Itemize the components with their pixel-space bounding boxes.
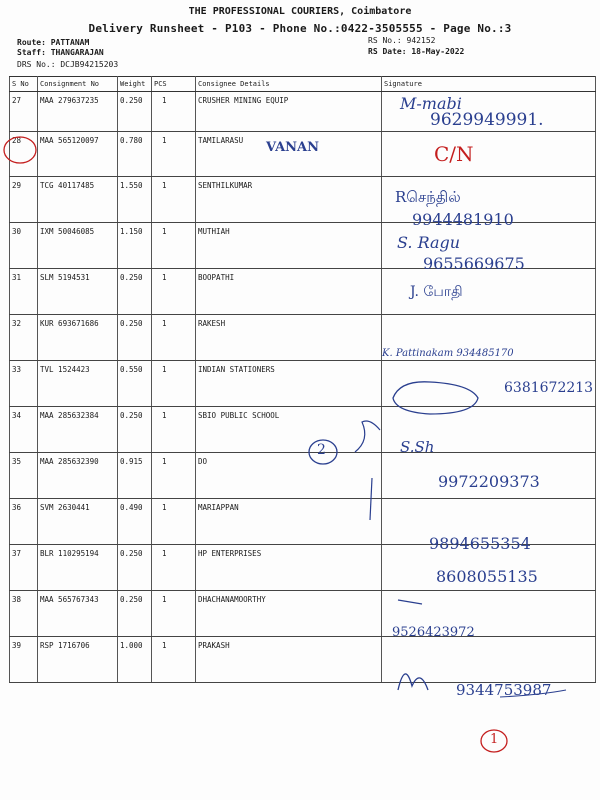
cell-pcs: 1 <box>152 591 196 637</box>
cell-pcs: 1 <box>152 361 196 407</box>
col-signature: Signature <box>382 77 596 92</box>
cell-consignee: MUTHIAH <box>196 223 382 269</box>
staff-label: Staff: <box>17 48 46 57</box>
cell-consignment: SVM 2630441 <box>38 499 118 545</box>
cell-consignee: BOOPATHI <box>196 269 382 315</box>
cell-consignee: RAKESH <box>196 315 382 361</box>
cell-sno: 35 <box>10 453 38 499</box>
cell-sno: 36 <box>10 499 38 545</box>
row-37-signature-phone: 8608055135 <box>436 567 538 586</box>
cell-pcs: 1 <box>152 499 196 545</box>
cell-consignment: BLR 110295194 <box>38 545 118 591</box>
row-36-signature-phone: 9894655354 <box>429 534 531 553</box>
staff-value: THANGARAJAN <box>50 48 104 57</box>
cell-consignee: INDIAN STATIONERS <box>196 361 382 407</box>
row-34-signature: S.Sh <box>400 438 435 456</box>
cell-sno: 38 <box>10 591 38 637</box>
cell-weight: 0.250 <box>118 92 152 132</box>
cell-weight: 0.490 <box>118 499 152 545</box>
cell-sno: 27 <box>10 92 38 132</box>
cell-sno: 31 <box>10 269 38 315</box>
cell-pcs: 1 <box>152 177 196 223</box>
cell-consignment: TCG 40117485 <box>38 177 118 223</box>
cell-consignee: CRUSHER MINING EQUIP <box>196 92 382 132</box>
route-value: PATTANAM <box>50 38 90 47</box>
runsheet-title: Delivery Runsheet - P103 - Phone No.:0422-3505555 - Page No.:3 <box>88 22 512 35</box>
cell-weight: 0.250 <box>118 591 152 637</box>
cell-consignee: SBIO PUBLIC SCHOOL <box>196 407 382 453</box>
cell-sno: 30 <box>10 223 38 269</box>
rs-no-label: RS No.: <box>368 36 402 45</box>
cell-weight: 1.150 <box>118 223 152 269</box>
cell-consignment: TVL 1524423 <box>38 361 118 407</box>
cell-pcs: 1 <box>152 545 196 591</box>
cell-pcs: 1 <box>152 315 196 361</box>
cell-sno: 33 <box>10 361 38 407</box>
row-29-signature-phone: 9944481910 <box>412 210 514 229</box>
row-27-signature-name: M-mabi <box>400 94 462 113</box>
cell-consignment: RSP 1716706 <box>38 637 118 683</box>
cell-weight: 0.780 <box>118 132 152 177</box>
circle-one-label: 1 <box>490 732 499 747</box>
col-consignment: Consignment No <box>38 77 118 92</box>
row-30-signature-phone: 9655669675 <box>423 254 525 273</box>
row-34-signature-phone: 9972209373 <box>438 472 540 491</box>
cell-pcs: 1 <box>152 132 196 177</box>
cell-pcs: 1 <box>152 269 196 315</box>
cell-weight: 0.915 <box>118 453 152 499</box>
cell-consignment: MAA 285632384 <box>38 407 118 453</box>
row-30-signature-name: S. Ragu <box>397 233 461 252</box>
row-33-signature-phone: 6381672213 <box>504 380 594 396</box>
rs-date-label: RS Date: <box>368 47 407 56</box>
cell-sno: 29 <box>10 177 38 223</box>
cell-consignment: MAA 565120097 <box>38 132 118 177</box>
circle-two-label: 2 <box>317 442 326 458</box>
cell-consignment: MAA 279637235 <box>38 92 118 132</box>
rs-no-value: 942152 <box>406 36 436 45</box>
row-31-signature-name: J. போதி <box>410 284 463 300</box>
cell-consignment: IXM 50046085 <box>38 223 118 269</box>
cell-sno: 32 <box>10 315 38 361</box>
row-28-cn-mark: C/N <box>434 142 474 166</box>
cell-weight: 0.250 <box>118 545 152 591</box>
row-28-handwritten-name: VANAN <box>266 140 320 155</box>
cell-weight: 1.000 <box>118 637 152 683</box>
company-title: THE PROFESSIONAL COURIERS, Coimbatore <box>188 6 412 17</box>
route-label: Route: <box>17 38 46 47</box>
cell-sno: 34 <box>10 407 38 453</box>
col-weight: Weight <box>118 77 152 92</box>
cell-pcs: 1 <box>152 637 196 683</box>
rs-date-value: 18-May-2022 <box>411 47 465 56</box>
row-39-signature-stroke <box>398 674 428 690</box>
cell-consignee: PRAKASH <box>196 637 382 683</box>
row-38-signature-phone: 9526423972 <box>392 625 475 640</box>
cell-sno: 28 <box>10 132 38 177</box>
cell-sno: 39 <box>10 637 38 683</box>
cell-consignment: MAA 285632390 <box>38 453 118 499</box>
row-39-signature-phone: 9344753987 <box>456 681 552 699</box>
cell-weight: 0.250 <box>118 407 152 453</box>
row-27-signature-phone: 9629949991. <box>430 110 544 130</box>
cell-weight: 0.550 <box>118 361 152 407</box>
col-pcs: PCS <box>152 77 196 92</box>
bracket-stroke <box>370 478 372 520</box>
cell-consignment: KUR 693671686 <box>38 315 118 361</box>
cell-sno: 37 <box>10 545 38 591</box>
row-32-signature-note: K. Pattinakam 934485170 <box>382 348 514 359</box>
cell-consignment: MAA 565767343 <box>38 591 118 637</box>
row-28-circle <box>4 137 36 163</box>
cell-consignee: DO <box>196 453 382 499</box>
drs-value: DCJB94215203 <box>60 60 119 69</box>
cell-consignee: DHACHANAMOORTHY <box>196 591 382 637</box>
cell-pcs: 1 <box>152 223 196 269</box>
cell-weight: 0.250 <box>118 269 152 315</box>
cell-pcs: 1 <box>152 407 196 453</box>
row-33-stamp-oval <box>393 382 478 414</box>
cell-consignee: HP ENTERPRISES <box>196 545 382 591</box>
col-consignee: Consignee Details <box>196 77 382 92</box>
cell-consignee: MARIAPPAN <box>196 499 382 545</box>
cell-weight: 0.250 <box>118 315 152 361</box>
drs-label: DRS No.: <box>17 60 56 69</box>
cell-pcs: 1 <box>152 453 196 499</box>
row-29-signature-name: Rசெந்தில் <box>395 188 461 206</box>
cell-consignee: SENTHILKUMAR <box>196 177 382 223</box>
cell-consignment: SLM 5194531 <box>38 269 118 315</box>
row-38-signature-stroke <box>398 600 422 604</box>
question-mark-stroke <box>355 421 380 452</box>
cell-pcs: 1 <box>152 92 196 132</box>
cell-consignee: TAMILARASU <box>196 132 382 177</box>
cell-weight: 1.550 <box>118 177 152 223</box>
col-sno: S No <box>10 77 38 92</box>
